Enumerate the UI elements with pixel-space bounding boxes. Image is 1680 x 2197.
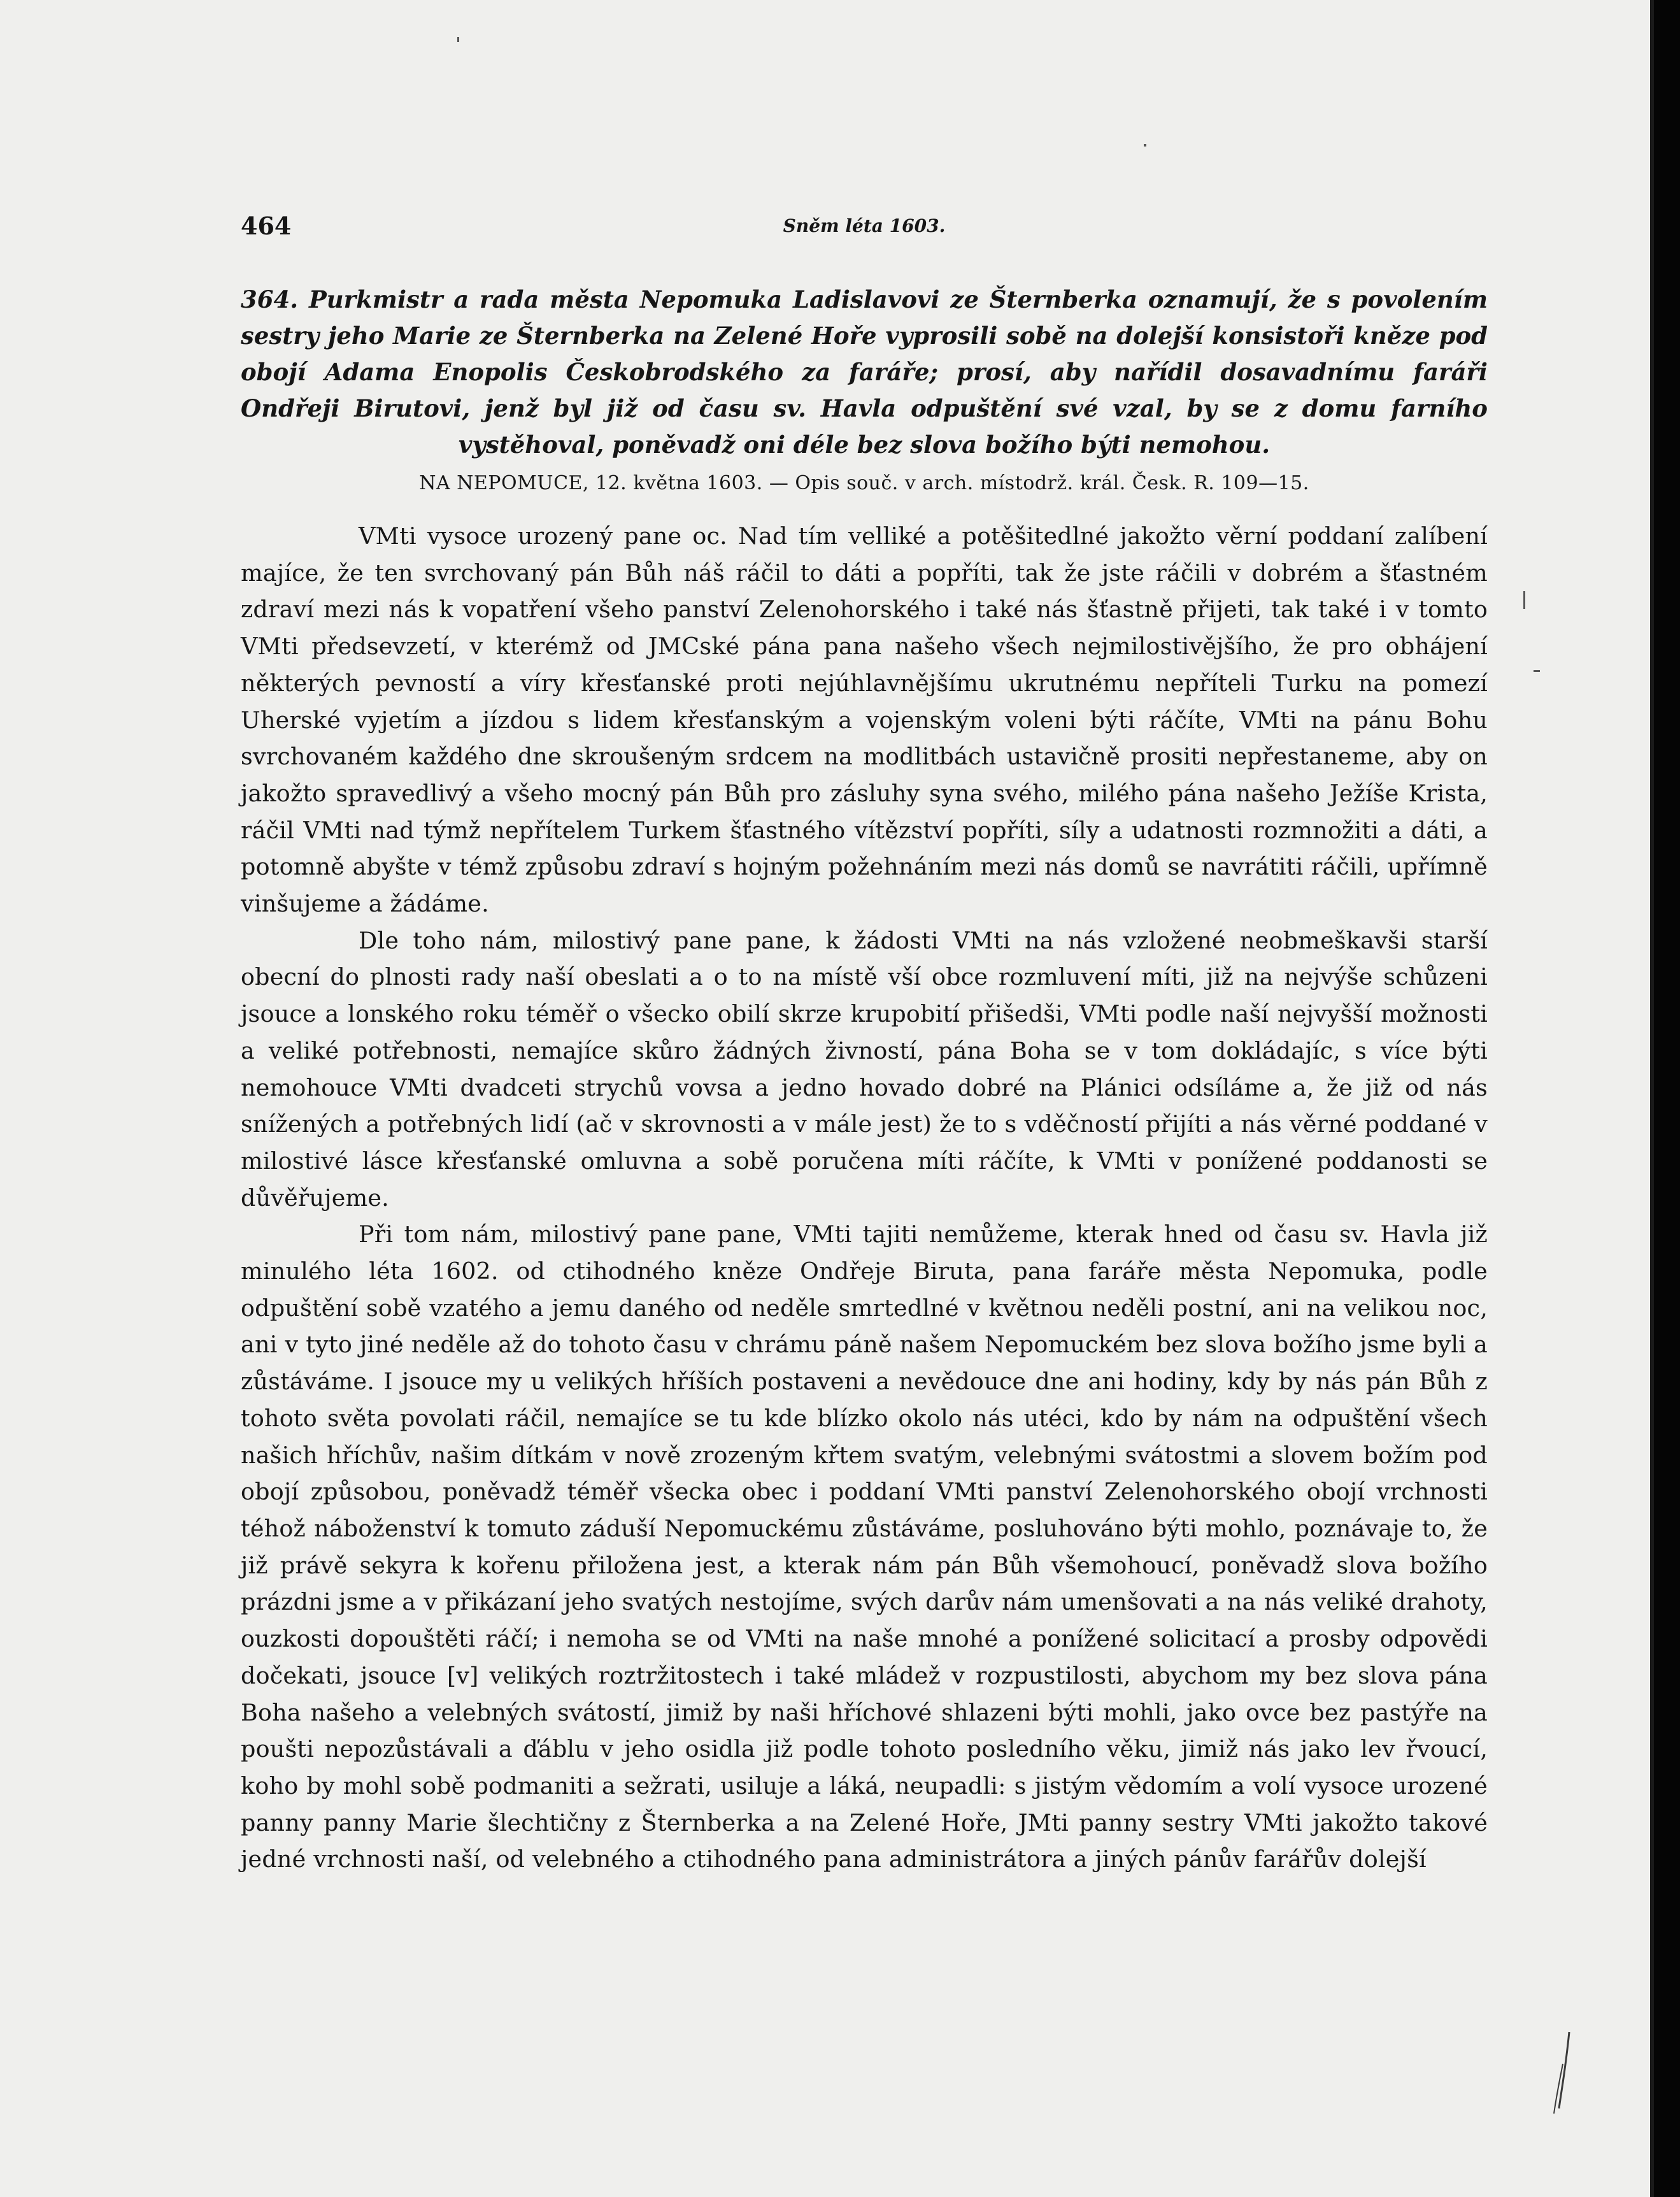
running-title: Sněm léta 1603.	[783, 215, 946, 236]
summary-text: Purkmistr a rada města Nepomuka Ladislavovi ze Šternberka oznamují, že s povolením sestry jeho Marie ze Šternberka na Zelené Hoře vyprosili sobě na dolejší konsistoři kněze pod obojí Adama Enopolis Českobrodského za faráře; prosí, aby nařídil dosavadnímu faráři Ondřeji Birutovi, jenž byl již od času sv. Havla odpuštění své vzal, by se z domu farního vystěhoval, poněvadž oni déle bez slova božího býti nemohou.	[241, 285, 1488, 459]
scan-speck	[1523, 591, 1525, 609]
paragraph-1: VMti vysoce urozený pane oc. Nad tím velliké a potěšitedlné jakožto věrní poddaní zalíbení majíce, že ten svrchovaný pán Bůh náš ráčil to dáti a popříti, tak že jste ráčili v dobrém a šťastném zdraví mezi nás k vopatření všeho panství Zelenohorského i také nás šťastně přijeti, tak také i v tomto VMti předsevzetí, v kterémž od JMCské pána pana našeho všech nejmilostivějšího, že pro obhájení některých pevností a víry křesťanské proti nejúhlavnějšímu ukrutnému nepříteli Turku na pomezí Uherské vyjetím a jízdou s lidem křesťanským a vojenským voleni býti ráčíte, VMti na pánu Bohu svrchovaném každého dne skroušeným srdcem na modlitbách ustavičně prositi nepřestaneme, aby on jakožto spravedlivý a všeho mocný pán Bůh pro zásluhy syna svého, milého pána našeho Ježíše Krista, ráčil VMti nad týmž nepřítelem Turkem šťastného vítězství popříti, síly a udatnosti rozmnožiti a dáti, a potomně abyšte v témž způsobu zdraví s hojným požehnáním mezi nás domů se navrátiti ráčili, upřímně vinšujeme a žádáme.	[241, 522, 1488, 918]
pencil-mark	[1540, 2026, 1591, 2115]
document-page	[241, 172, 1488, 1878]
scan-border	[1654, 0, 1680, 2197]
paragraph-2: Dle toho nám, milostivý pane pane, k žádosti VMti na nás vzložené neobmeškavši starší obecní do plnosti rady naší obeslati a o to na místě vší obce rozmluvení míti, již na nejvýše schůzeni jsouce a lonského roku téměř o všecko obilí skrze krupobití přišedši, VMti podle naší nejvyšší možnosti a veliké potřebnosti, nemajíce skůro žádných živností, pána Boha se v tom dokládajíc, s více býti nemohouce VMti dvadceti strychů vovsa a jedno hovado dobré na Plánici odsíláme a, že již od nás snížených a potřebných lidí (ač v skrovnosti a v mále jest) že to s vděčností přijíti a nás věrné poddané v milostivé lásce křesťanské omluvna a sobě poručena míti ráčíte, k VMti v ponížené poddanosti se důvěřujeme.	[241, 926, 1488, 1212]
scan-speck	[1144, 144, 1146, 147]
entry-number: 364.	[241, 285, 299, 313]
scan-speck	[1534, 670, 1540, 672]
paragraph-3: Při tom nám, milostivý pane pane, VMti tajiti nemůžeme, kterak hned od času sv. Havla již minulého léta 1602. od ctihodného kněze Ondřeje Biruta, pana faráře města Nepomuka, podle odpuštění sobě vzatého a jemu daného od neděle smrtedlné v květnou neděli postní, ani na velikou noc, ani v tyto jiné neděle až do tohoto času v chrámu páně našem Nepomuckém bez slova božího jsme byli a zůstáváme. I jsouce my u velikých hříších postaveni a nevědouce dne ani hodiny, kdy by nás pán Bůh z tohoto světa povolati ráčil, nemajíce se tu kde blízko okolo nás utéci, kdo by nám na odpuštění všech našich hříchův, našim dítkám v nově zrozeným křtem svatým, velebnými svátostmi a slovem božím pod obojí způsobou, poněvadž téměř všecka obec i poddaní VMti panství Zelenohorského obojí vrchnosti téhož náboženství k tomuto záduší Nepomuckému zůstáváme, posluhováno býti mohlo, poznávaje to, že již právě sekyra k kořenu přiložena jest, a kterak nám pán Bůh všemohoucí, poněvadž slova božího prázdni jsme a v přikázaní jeho svatých nestojíme, svých darův nám umenšovati a na nás veliké drahoty, ouzkosti dopouštěti ráčí; i nemoha se od VMti na naše mnohé a ponížené solicitací a prosby odpovědi dočekati, jsouce [v] velikých roztržitostech i také mládež v rozpustilosti, abychom my bez slova pána Boha našeho a velebných svátostí, jimiž by naši hříchové shlazeni býti mohli, jako ovce bez pastýře na poušti nepozůstávali a ďáblu v jeho osidla již podle tohoto posledního věku, jimiž nás jako lev řvoucí, koho by mohl sobě podmaniti a sežrati, usiluje a láká, neupadli: s jistým vědomím a volí vysoce urozené panny panny Marie šlechtičny z Šternberka a na Zelené Hoře, JMti panny sestry VMti jakožto takové jedné vrchnosti naší, od velebného a ctihodného pana administrátora a jiných pánův farářův dolejší	[241, 1220, 1488, 1873]
entry-summary	[241, 282, 1488, 463]
letter-body	[241, 518, 1488, 1878]
page-header	[241, 211, 1488, 256]
source-citation: NA NEPOMUCE, 12. května 1603. — Opis souč. v arch. místodrž. král. Česk. R. 109—15.	[419, 472, 1309, 494]
scan-speck	[457, 37, 459, 42]
page-number: 464	[241, 211, 292, 240]
